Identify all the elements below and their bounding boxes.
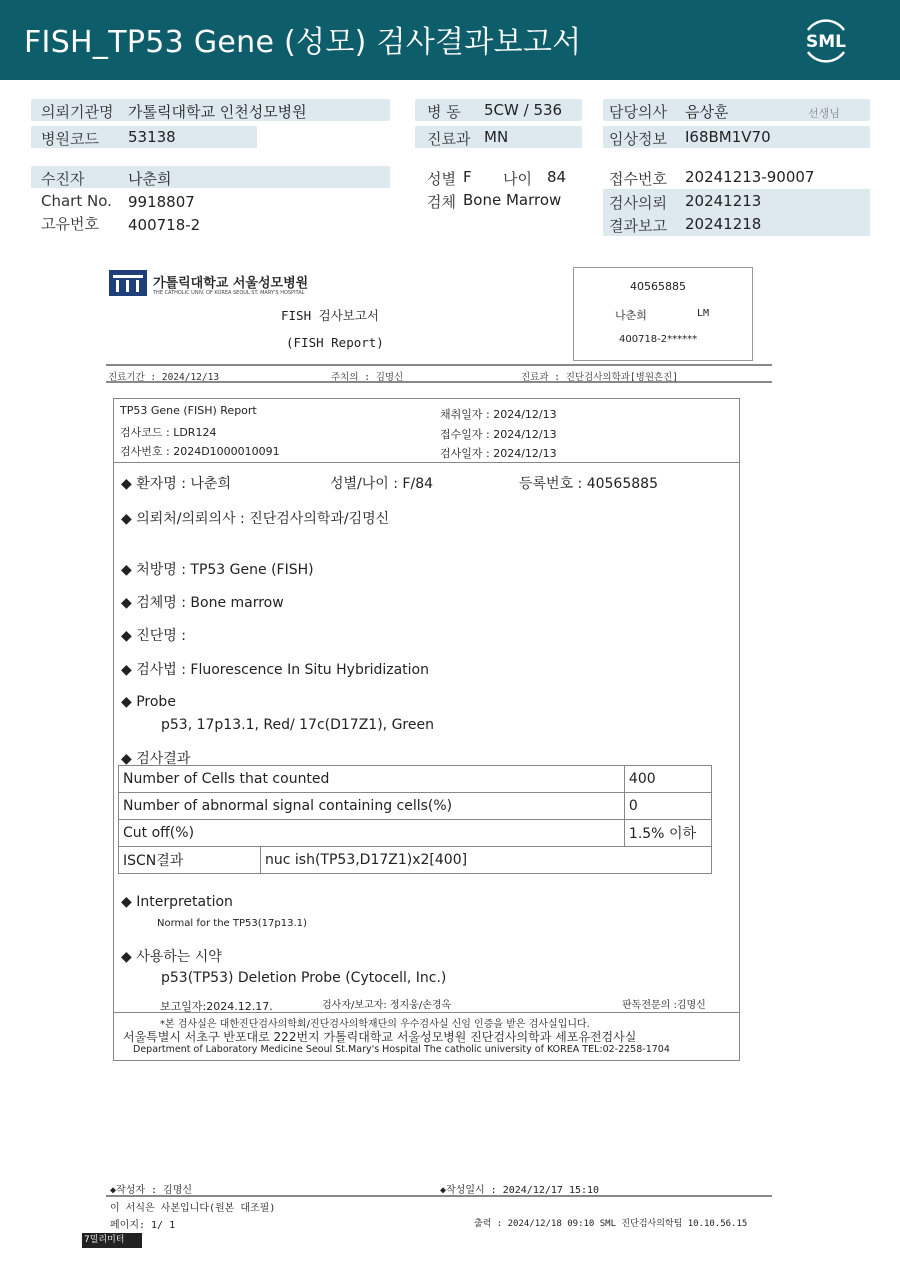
patient-value: 나춘희 bbox=[128, 170, 172, 188]
sml-logo-icon bbox=[798, 12, 854, 68]
patient-sex-age: 성별/나이 : F/84 bbox=[330, 476, 434, 492]
result-label-cell: Number of Cells that counted bbox=[119, 766, 625, 793]
request-label: 검사의뢰 bbox=[609, 194, 667, 212]
dept-label: 진료과 bbox=[427, 130, 471, 148]
result-label-cell: Cut off(%) bbox=[119, 820, 625, 847]
reader: 판독전문의 :김명신 bbox=[622, 1000, 706, 1011]
interpretation-text: Normal for the TP53(17p13.1) bbox=[157, 918, 307, 929]
iscn-value-cell: nuc ish(TP53,D17Z1)x2[400] bbox=[261, 847, 712, 874]
lab-address: 서울특별시 서초구 반포대로 222번지 가톨릭대학교 서울성모병원 진단검사의학과 세포유전검사실 bbox=[123, 1030, 637, 1044]
result-value-cell: 1.5% 이하 bbox=[624, 820, 711, 847]
age-value: 84 bbox=[547, 168, 567, 186]
patient-label: 수진자 bbox=[41, 170, 85, 188]
receipt-value: 20241213-90007 bbox=[685, 168, 815, 186]
doctor-value: 음상훈 bbox=[685, 103, 729, 121]
box-divider bbox=[114, 462, 739, 463]
table-row bbox=[119, 820, 712, 847]
reagent-title: ◆ 사용하는 시약 bbox=[121, 949, 222, 965]
result-label-cell: Number of abnormal signal containing cells(%) bbox=[119, 793, 625, 820]
hospital-code-label: 병원코드 bbox=[41, 130, 99, 148]
test-name: TP53 Gene (FISH) Report bbox=[120, 404, 257, 417]
page-number: 페이지: 1/ 1 bbox=[110, 1220, 176, 1231]
form-title: FISH 검사보고서 bbox=[281, 308, 380, 323]
chart-no-value: 9918807 bbox=[128, 193, 195, 211]
diagnosis-line: ◆ 진단명 : bbox=[121, 628, 186, 644]
clinical-label: 임상정보 bbox=[609, 130, 667, 148]
specimen-line: ◆ 검체명 : Bone marrow bbox=[121, 595, 284, 611]
scale-tag: 7밀리미터 bbox=[82, 1233, 142, 1248]
test-code: 검사코드 : LDR124 bbox=[120, 426, 217, 439]
collect-date: 채취일자 : 2024/12/13 bbox=[440, 408, 557, 421]
doctor-label: 담당의사 bbox=[609, 103, 667, 121]
ward-value: 5CW / 536 bbox=[484, 101, 563, 119]
result-value: 20241218 bbox=[685, 215, 762, 233]
result-label: 결과보고 bbox=[609, 217, 667, 235]
doctor-suffix: 선생님 bbox=[808, 107, 840, 120]
meta-physician: 주치의 : 김명신 bbox=[331, 372, 404, 383]
id-box-name: 나춘희 bbox=[615, 309, 647, 322]
result-value-cell: 400 bbox=[624, 766, 711, 793]
patient-row-bg bbox=[31, 166, 390, 188]
table-row bbox=[119, 793, 712, 820]
id-box-reg-no: 40565885 bbox=[630, 280, 686, 293]
unique-no-label: 고유번호 bbox=[41, 215, 99, 233]
table-row bbox=[119, 847, 712, 874]
result-table bbox=[118, 765, 712, 874]
copy-note: 이 서식은 사본입니다(원본 대조필) bbox=[110, 1203, 276, 1214]
result-title: ◆ 검사결과 bbox=[121, 751, 191, 767]
report-header-bar bbox=[0, 0, 900, 80]
hospital-name-eng: THE CATHOLIC UNIV. OF KOREA SEOUL ST. MARY'S HOSPITAL bbox=[153, 290, 305, 296]
interpretation-title: ◆ Interpretation bbox=[121, 894, 233, 910]
report-date: 보고일자:2024.12.17. bbox=[160, 1000, 273, 1013]
page-title: FISH_TP53 Gene (성모) 검사결과보고서 bbox=[24, 25, 582, 60]
meta-top-rule bbox=[106, 364, 772, 366]
hospital-name: 가톨릭대학교 서울성모병원 bbox=[153, 276, 309, 291]
ward-label: 병 동 bbox=[427, 103, 461, 121]
hospital-logo-icon bbox=[108, 269, 148, 297]
reporters: 검사자/보고자: 정지웅/손경옥 bbox=[322, 1000, 452, 1011]
method-line: ◆ 검사법 : Fluorescence In Situ Hybridization bbox=[121, 662, 429, 678]
specimen-label: 검체 bbox=[427, 193, 456, 211]
referrer-line: ◆ 의뢰처/의뢰의사 : 진단검사의학과/김명신 bbox=[121, 511, 390, 527]
iscn-label-cell: ISCN결과 bbox=[119, 847, 261, 874]
sex-value: F bbox=[463, 168, 472, 186]
exam-date: 검사일자 : 2024/12/13 bbox=[440, 447, 557, 460]
print-info: 출력 : 2024/12/18 09:10 SML 진단검사의학팀 10.10.56.15 bbox=[474, 1219, 748, 1229]
id-box-code: LM bbox=[697, 308, 710, 319]
sml-logo-text: SML bbox=[806, 32, 846, 52]
clinical-value: I68BM1V70 bbox=[685, 128, 771, 146]
institution-value: 가톨릭대학교 인천성모병원 bbox=[128, 103, 307, 121]
patient-reg-no: 등록번호 : 40565885 bbox=[519, 476, 658, 492]
specimen-value: Bone Marrow bbox=[463, 191, 562, 209]
signature-rule bbox=[114, 1012, 739, 1013]
probe-title: ◆ Probe bbox=[121, 694, 176, 710]
writer: ◆작성자 : 김명신 bbox=[110, 1185, 193, 1196]
chart-no-label: Chart No. bbox=[41, 192, 112, 210]
result-value-cell: 0 bbox=[624, 793, 711, 820]
meta-department: 진료과 : 진단검사의학과[병원흔진] bbox=[521, 372, 679, 383]
meta-bottom-rule bbox=[106, 381, 772, 383]
probe-text: p53, 17p13.1, Red/ 17c(D17Z1), Green bbox=[161, 717, 434, 733]
form-subtitle: (FISH Report) bbox=[286, 335, 384, 350]
institution-label: 의뢰기관명 bbox=[41, 103, 114, 121]
sex-label: 성별 bbox=[427, 170, 456, 188]
table-row bbox=[119, 766, 712, 793]
hospital-code-value: 53138 bbox=[128, 128, 176, 146]
id-box-id: 400718-2****** bbox=[619, 334, 698, 345]
meta-period: 진료기간 : 2024/12/13 bbox=[108, 372, 220, 383]
request-value: 20241213 bbox=[685, 192, 762, 210]
prescription-line: ◆ 처방명 : TP53 Gene (FISH) bbox=[121, 562, 314, 578]
certification-note: *본 검사실은 대한진단검사의학회/진단검사의학재단의 우수검사실 신임 인증을 받은 검사실입니다. bbox=[160, 1019, 590, 1030]
dept-english: Department of Laboratory Medicine Seoul St.Mary's Hospital The catholic university of KOREA TEL:02-2258-1704 bbox=[133, 1044, 670, 1055]
receipt-label: 접수번호 bbox=[609, 170, 667, 188]
unique-no-value: 400718-2 bbox=[128, 216, 201, 234]
receipt-date: 접수일자 : 2024/12/13 bbox=[440, 428, 557, 441]
patient-name-line: ◆ 환자명 : 나춘희 bbox=[121, 476, 231, 492]
written-datetime: ◆작성일시 : 2024/12/17 15:10 bbox=[440, 1185, 600, 1196]
footer-rule bbox=[106, 1195, 772, 1197]
age-label: 나이 bbox=[503, 170, 532, 188]
test-no: 검사번호 : 2024D1000010091 bbox=[120, 445, 280, 458]
dept-value: MN bbox=[484, 128, 509, 146]
reagent-text: p53(TP53) Deletion Probe (Cytocell, Inc.) bbox=[161, 970, 447, 986]
